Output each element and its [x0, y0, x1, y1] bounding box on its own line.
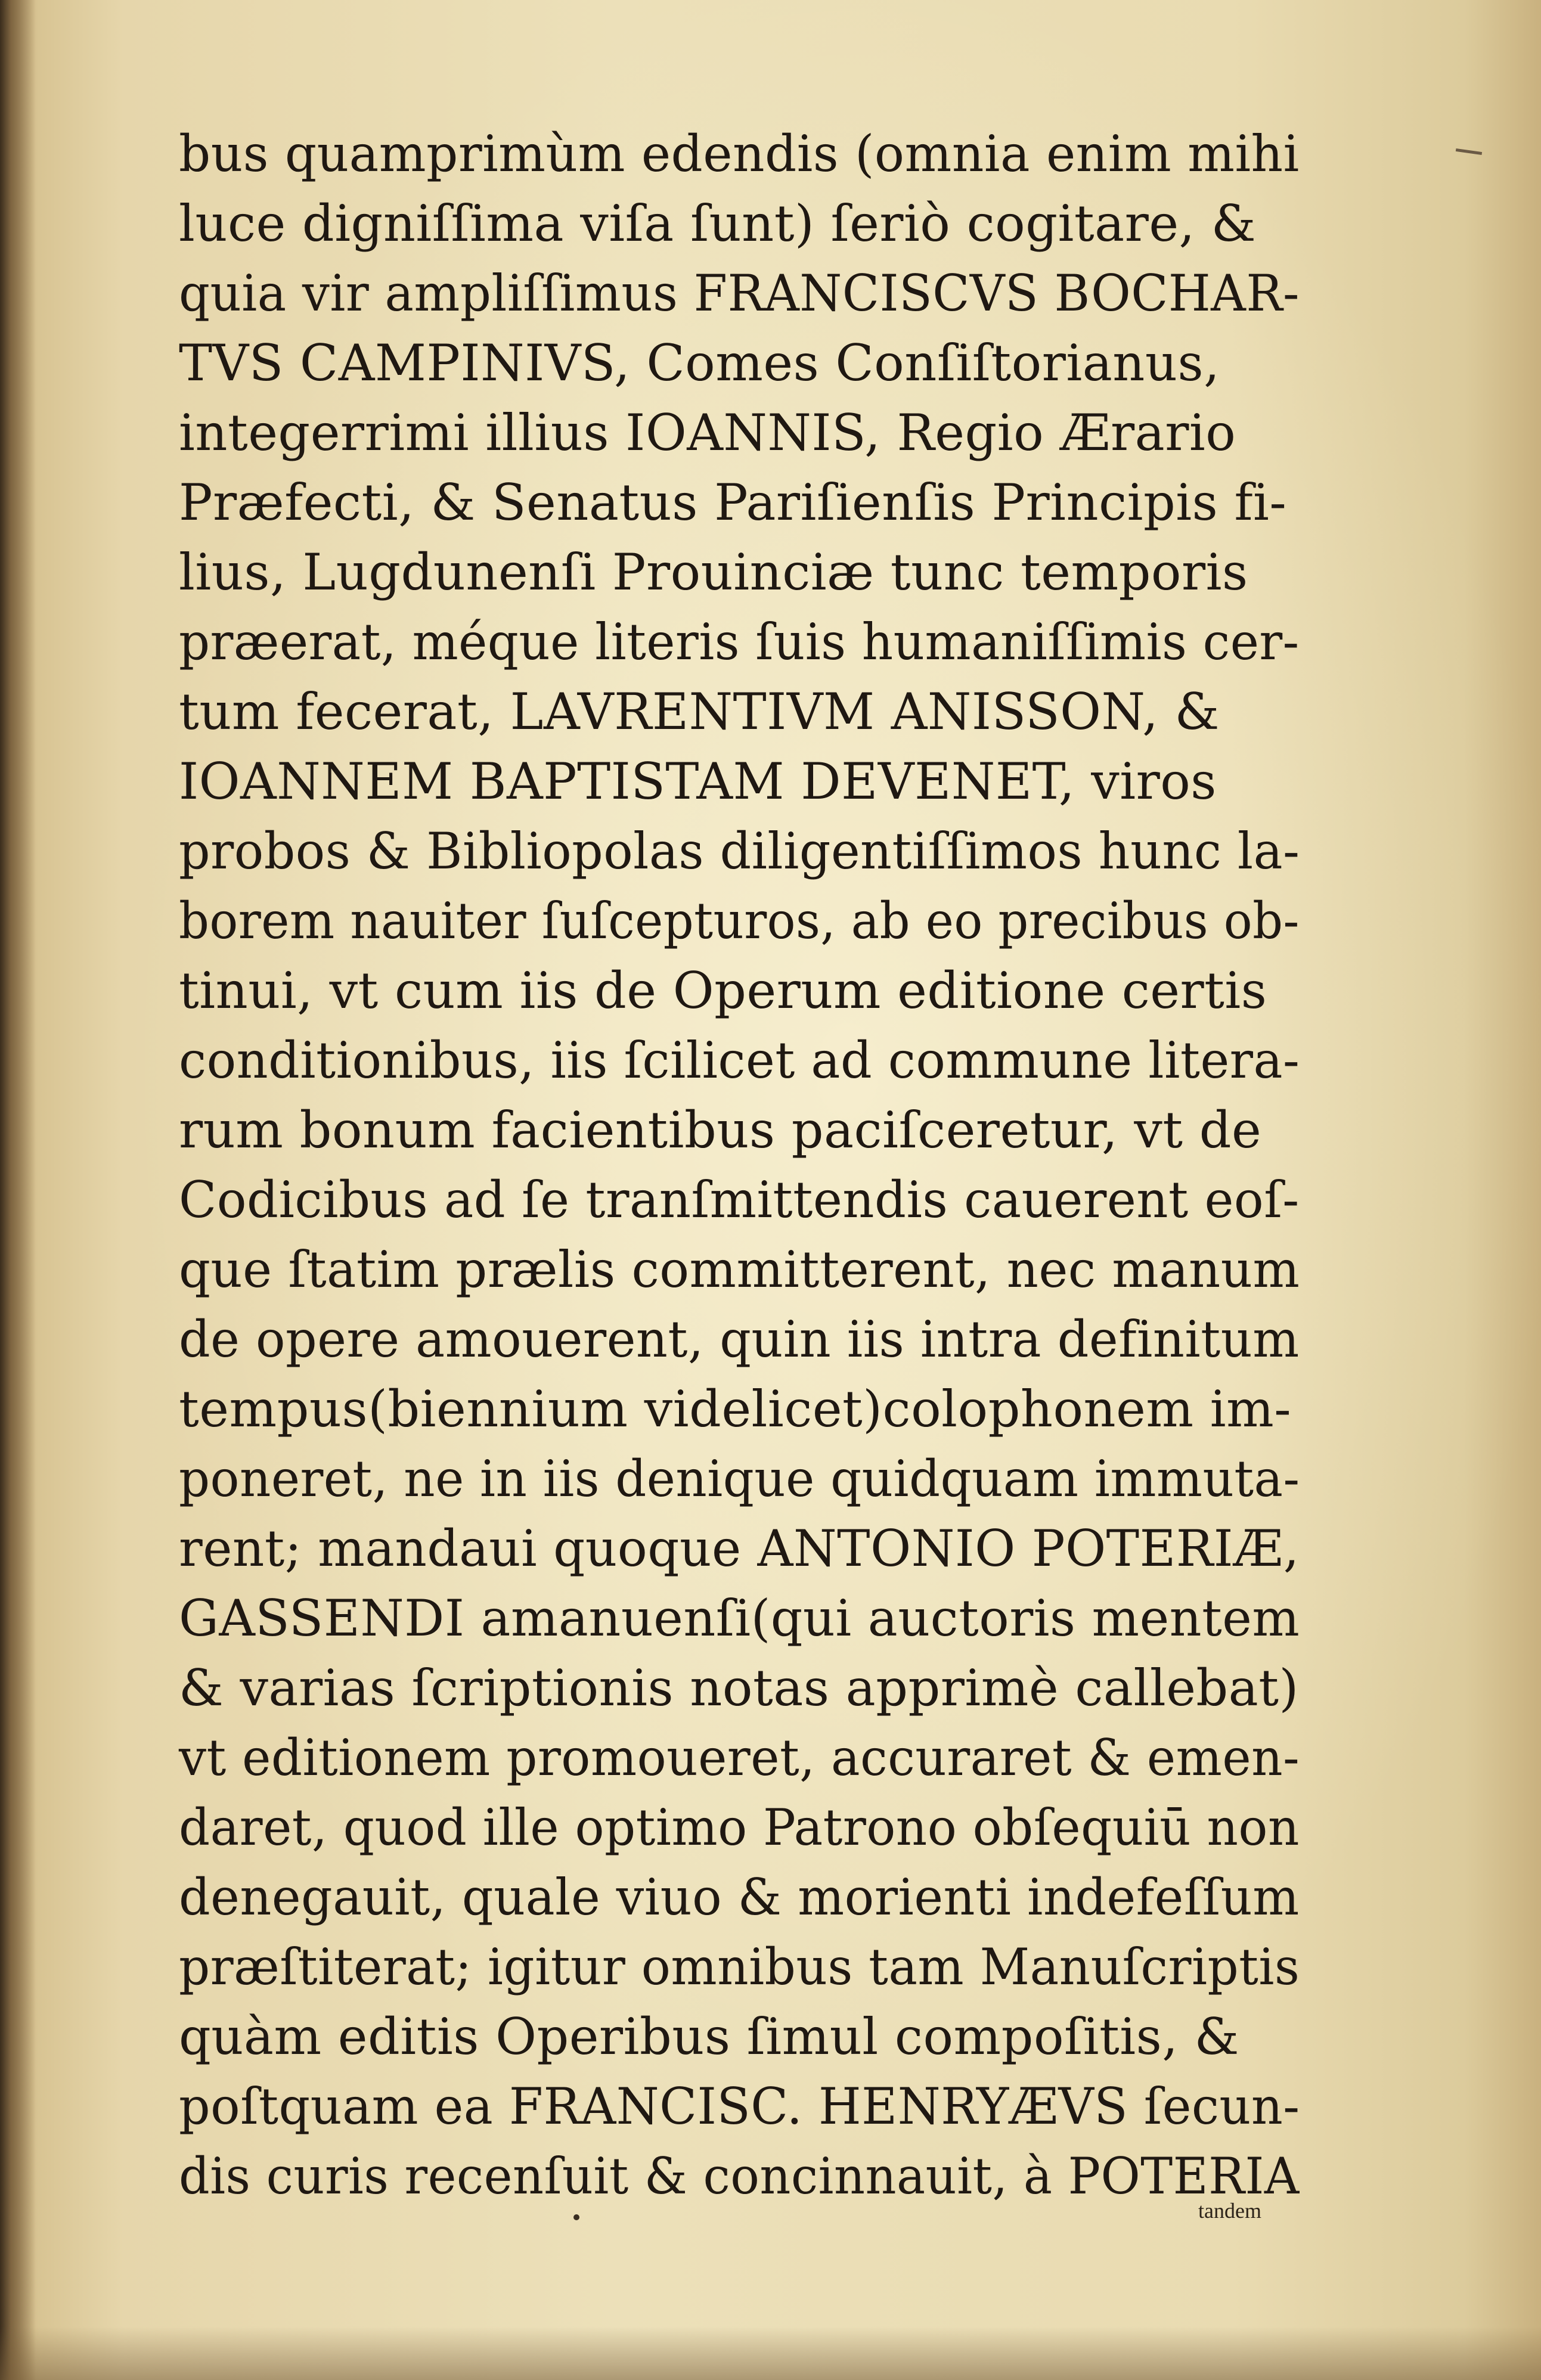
text-line: rum bonum facientibus paciſceretur, vt de: [179, 1101, 1262, 1159]
text-line: borem nauiter ſuſcepturos, ab eo precibus ob-: [179, 892, 1300, 950]
text-line: bus quamprimùm edendis (omnia enim mihi: [179, 125, 1300, 183]
text-line: que ſtatim prælis committerent, nec manum: [179, 1240, 1300, 1299]
text-line: tempus(biennium videlicet)colophonem im-: [179, 1380, 1292, 1438]
text-line: tum fecerat, LAVRENTIVM ANISSON, &: [179, 682, 1220, 741]
text-line: lius, Lugdunenſi Prouinciæ tunc temporis: [179, 543, 1248, 601]
text-line: probos & Bibliopolas diligentiſſimos hunc la-: [179, 822, 1300, 880]
text-line: poneret, ne in iis denique quidquam immuta-: [179, 1450, 1300, 1508]
text-line: vt editionem promoueret, accuraret & emen-: [179, 1729, 1300, 1787]
text-line: & varias ſcriptionis notas apprimè callebat): [179, 1659, 1299, 1717]
text-line: integerrimi illius IOANNIS, Regio Ærario: [179, 404, 1236, 462]
text-line: conditionibus, iis ſcilicet ad commune litera-: [179, 1031, 1300, 1090]
text-line: daret, quod ille optimo Patrono obſequiū non: [179, 1798, 1300, 1857]
binding-gutter: [0, 0, 36, 2380]
body-text: [179, 119, 1300, 2211]
text-line: rent; mandaui quoque ANTONIO POTERIÆ,: [179, 1519, 1300, 1578]
text-line: GASSENDI amanuenſi(qui auctoris mentem: [179, 1589, 1300, 1647]
text-line: quia vir ampliſſimus FRANCISCVS BOCHAR-: [179, 264, 1300, 322]
text-line: poſtquam ea FRANCISC. HENRYÆVS ſecun-: [179, 2077, 1300, 2136]
text-line: Codicibus ad ſe tranſmittendis cauerent eoſ-: [179, 1171, 1300, 1229]
text-line: tinui, vt cum iis de Operum editione certis: [179, 961, 1267, 1020]
catchword: tandem: [1198, 2199, 1261, 2223]
text-line: luce digniſſima viſa ſunt) ſeriò cogitare, &: [179, 194, 1257, 253]
page-bottom-edge: [0, 2326, 1541, 2380]
margin-mark: [1456, 148, 1482, 155]
text-line: dis curis recenſuit & concinnauit, à POTERIA: [179, 2147, 1300, 2205]
text-line: de opere amouerent, quin iis intra definitum: [179, 1310, 1300, 1369]
text-line: denegauit, quale viuo & morienti indefeſſum: [179, 1868, 1300, 1926]
text-line: IOANNEM BAPTISTAM DEVENET, viros: [179, 752, 1217, 811]
signature-dot: [573, 2214, 579, 2220]
text-line: quàm editis Operibus ſimul compoſitis, &: [179, 2007, 1239, 2066]
text-line: præſtiterat; igitur omnibus tam Manuſcriptis: [179, 1938, 1300, 1996]
text-line: Præfecti, & Senatus Pariſienſis Principis fi-: [179, 473, 1287, 532]
text-line: TVS CAMPINIVS, Comes Conſiſtorianus,: [179, 334, 1220, 392]
text-line: præerat, méque literis ſuis humaniſſimis cer-: [179, 613, 1300, 671]
